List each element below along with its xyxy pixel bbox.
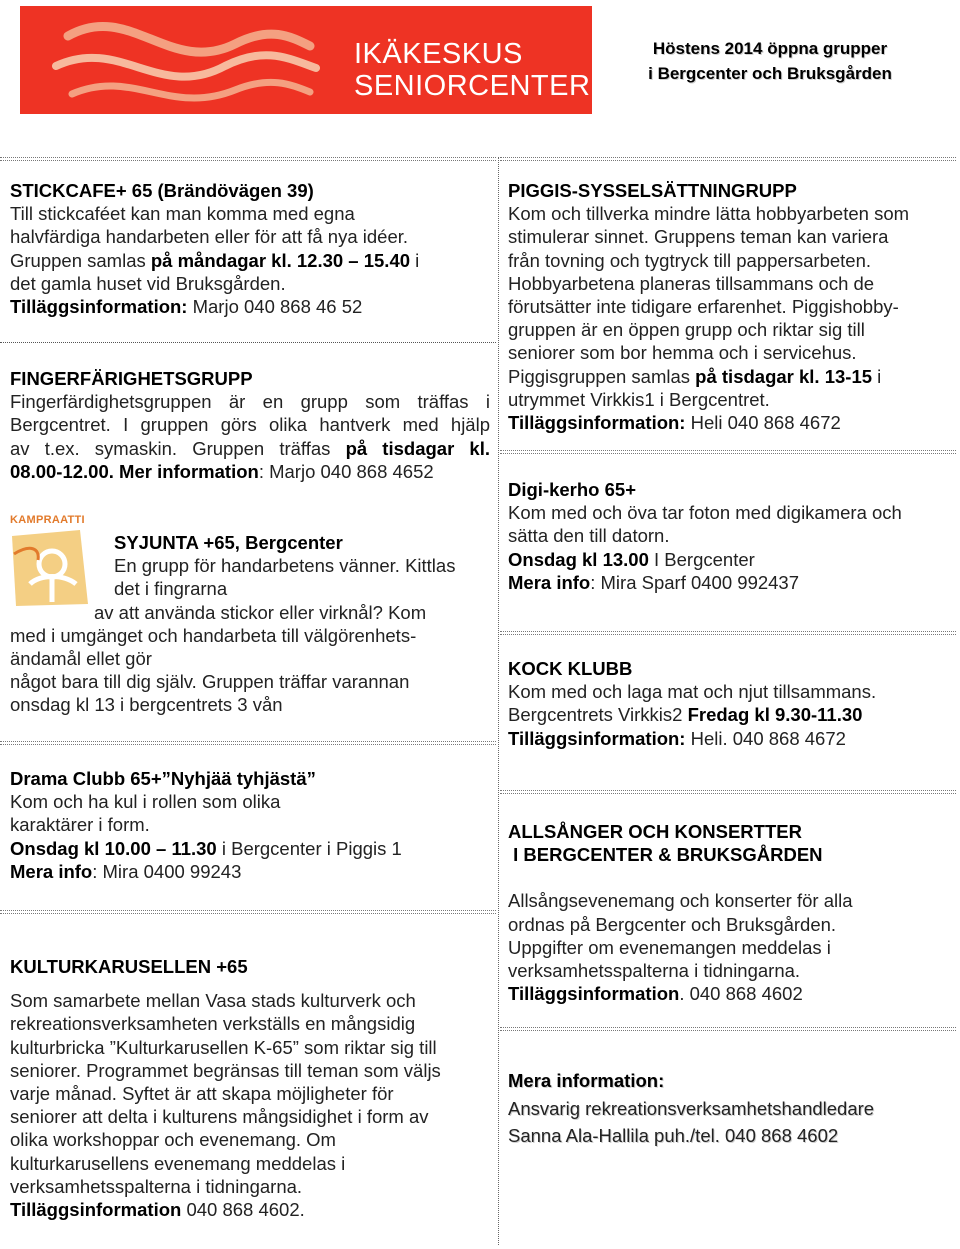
kultur-section xyxy=(10,955,490,1221)
text-line: En grupp för handarbetens vänner. Kittlas xyxy=(114,555,456,577)
text-line: förutsätter inte tidigare erfarenhet. Piggishobby- xyxy=(508,296,899,318)
text-line: kulturkarusellens evenemang meddelas i xyxy=(10,1152,346,1174)
info-line xyxy=(508,727,954,750)
info-line xyxy=(508,571,954,594)
text-line: Hobbyarbetena planeras tillsammans och de xyxy=(508,272,875,294)
text-span: i xyxy=(872,365,882,387)
text-line: Till stickcaféet kan man komma med egna xyxy=(10,203,355,225)
text-span: I Bergcenter xyxy=(648,548,755,570)
text-line: seniorer som bor hemma och i servicehus. xyxy=(508,342,857,364)
logo-line2: SENIORCENTER xyxy=(354,70,591,102)
contact-line: Sanna Ala-Hallila puh./tel. 040 868 4602 xyxy=(508,1125,839,1146)
info-text: : Mira 0400 99243 xyxy=(92,860,242,882)
info-text: : Mira Sparf 0400 992437 xyxy=(590,571,800,593)
divider xyxy=(500,157,956,161)
section-title-line1: ALLSÅNGER OCH KONSERTTER xyxy=(508,821,802,842)
text-span: av t.ex. symaskin. Gruppen träffas xyxy=(10,437,346,459)
info-label: Tilläggsinformation: xyxy=(10,296,188,318)
kampraatti-label: KAMPRAATTI xyxy=(10,514,85,526)
text-line: ändamål ellet gör xyxy=(10,648,152,670)
section-title: KOCK KLUBB xyxy=(508,658,633,679)
text-line: Kom och tillverka mindre lätta hobbyarbeten som xyxy=(508,203,910,225)
text-line: med i umgänget och handarbeta till välgörenhets- xyxy=(10,624,417,646)
info-text: Heli 040 868 4672 xyxy=(685,412,841,434)
page-title-line1: Höstens 2014 öppna grupper xyxy=(652,39,888,58)
syjunta-section xyxy=(10,531,490,717)
text-line: Fingerfärdighetsgruppen är en grupp som träffas i xyxy=(10,391,490,413)
schedule-text: 08.00-12.00. Mer information xyxy=(10,460,259,482)
page-title-line2: i Bergcenter och Bruksgården xyxy=(648,64,892,83)
text-line: utrymmet Virkkis1 i Bergcentret. xyxy=(508,388,770,410)
schedule-text: på tisdagar kl. 13-15 xyxy=(695,365,873,387)
info-label: Tilläggsinformation xyxy=(10,1199,182,1221)
text-line: Kom med och laga mat och njut tillsammans. xyxy=(508,681,877,703)
info-text: Marjo 040 868 46 52 xyxy=(187,296,363,318)
text-line xyxy=(508,365,954,388)
divider xyxy=(0,342,496,343)
info-text: 040 868 4602. xyxy=(181,1199,305,1221)
divider xyxy=(500,631,956,635)
text-line xyxy=(10,837,490,860)
text-span: i Bergcenter i Piggis 1 xyxy=(216,837,402,859)
text-line: Kom med och öva tar foton med digikamera och xyxy=(508,502,902,524)
logo-line1: IKÄKESKUS xyxy=(354,38,523,70)
text-line xyxy=(508,548,954,571)
divider xyxy=(500,790,956,794)
text-line: Uppgifter om evenemangen meddelas i xyxy=(508,936,831,958)
divider xyxy=(500,450,956,454)
ikakeskus-logo xyxy=(20,6,592,114)
info-label: Tilläggsinformation: xyxy=(508,727,686,749)
piggis-section xyxy=(508,179,954,434)
section-title: Drama Clubb 65+”Nyhjää tyhjästä” xyxy=(10,768,316,789)
info-label: Mera info xyxy=(508,571,591,593)
text-line: från tovning och tygtryck till pappersarbeten. xyxy=(508,249,871,271)
divider xyxy=(0,910,496,914)
text-line: Kom och ha kul i rollen som olika xyxy=(10,791,281,813)
allsang-section xyxy=(508,820,954,1005)
section-title: PIGGIS-SYSSELSÄTTNINGRUPP xyxy=(508,180,797,201)
text-line: onsdag kl 13 i bergcentrets 3 vån xyxy=(10,694,283,716)
text-line: olika workshoppar och evenemang. Om xyxy=(10,1129,336,1151)
info-text: Heli. 040 868 4672 xyxy=(685,727,846,749)
page-title xyxy=(600,36,940,86)
info-label: Mera info xyxy=(10,860,93,882)
section-title-line2: I BERGCENTER & BRUKSGÅRDEN xyxy=(508,844,823,866)
digi-section xyxy=(508,478,954,594)
info-line xyxy=(508,411,954,434)
text-line: det i fingrarna xyxy=(114,578,228,600)
divider xyxy=(0,741,496,745)
text-line: kulturbricka ”Kulturkarusellen K-65” som riktar sig till xyxy=(10,1036,437,1058)
schedule-text: på tisdagar kl. xyxy=(345,437,490,459)
text-line: Bergcentret. I gruppen görs olika hantverk med hjälp xyxy=(10,414,490,436)
section-title: Digi-kerho 65+ xyxy=(508,479,637,500)
text-line xyxy=(10,460,490,483)
divider xyxy=(500,1027,956,1031)
info-line xyxy=(10,1198,490,1221)
text-span: Bergcentrets Virkkis2 xyxy=(508,704,688,726)
text-line: rekreationsverksamheten verkställs en mångsidig xyxy=(10,1013,416,1035)
text-line: något bara till dig själv. Gruppen träffar varannan xyxy=(10,671,410,693)
finger-section xyxy=(10,367,490,483)
text-span: i xyxy=(410,249,420,271)
info-line xyxy=(10,295,490,318)
schedule-text: Fredag kl 9.30-11.30 xyxy=(687,704,863,726)
text-line: verksamhetsspalterna i tidningarna. xyxy=(10,1175,303,1197)
text-line xyxy=(10,249,490,272)
text-line: karaktärer i form. xyxy=(10,814,150,836)
drama-section xyxy=(10,767,490,883)
text-line: ordnas på Bergcenter och Bruksgården. xyxy=(508,913,837,935)
text-line: av att använda stickor eller virknål? Kom xyxy=(94,601,427,623)
text-line: stimulerar sinnet. Gruppens teman kan variera xyxy=(508,226,889,248)
section-title: SYJUNTA +65, Bergcenter xyxy=(114,532,343,553)
text-line xyxy=(508,703,954,726)
text-span: Piggisgruppen samlas xyxy=(508,365,696,387)
section-title: Mera information: xyxy=(508,1070,665,1091)
mera-info-section xyxy=(508,1067,954,1150)
section-title: FINGERFÄRIGHETSGRUPP xyxy=(10,368,253,389)
schedule-text: på måndagar kl. 12.30 – 15.40 xyxy=(150,249,411,271)
kock-section xyxy=(508,657,954,750)
text-line: seniorer att delta i kulturens mångsidighet i form av xyxy=(10,1106,429,1128)
text-line: Som samarbete mellan Vasa stads kulturverk och xyxy=(10,990,416,1012)
divider xyxy=(0,157,496,161)
text-line: Allsångsevenemang och konserter för alla xyxy=(508,890,853,912)
section-title: KULTURKARUSELLEN +65 xyxy=(10,956,248,977)
section-title: STICKCAFE+ 65 (Brändövägen 39) xyxy=(10,180,314,201)
text-span: Gruppen samlas xyxy=(10,249,151,271)
text-line: halvfärdiga handarbeten eller för att få nya idéer. xyxy=(10,226,409,248)
text-line: varje månad. Syftet är att skapa möjligheter för xyxy=(10,1083,394,1105)
text-line: seniorer. Programmet begränsas till teman som väljs xyxy=(10,1059,441,1081)
info-label: Tilläggsinformation xyxy=(508,983,680,1005)
column-divider xyxy=(498,157,499,1245)
info-text: . 040 868 4602 xyxy=(679,983,803,1005)
stickcafe-section xyxy=(10,179,490,318)
info-line xyxy=(10,860,490,883)
contact-line: Ansvarig rekreationsverksamhetshandledare xyxy=(508,1097,875,1119)
text-line: det gamla huset vid Bruksgården. xyxy=(10,272,286,294)
schedule-text: Onsdag kl 13.00 xyxy=(508,548,649,570)
info-line xyxy=(508,982,954,1005)
info-label: Tilläggsinformation: xyxy=(508,412,686,434)
text-line: gruppen är en öppen grupp och riktar sig till xyxy=(508,319,865,341)
schedule-text: Onsdag kl 10.00 – 11.30 xyxy=(10,837,217,859)
text-span: : Marjo 040 868 4652 xyxy=(258,460,434,482)
text-line: sätta den till datorn. xyxy=(508,525,670,547)
text-line xyxy=(10,437,490,460)
text-line: verksamhetsspalterna i tidningarna. xyxy=(508,960,801,982)
